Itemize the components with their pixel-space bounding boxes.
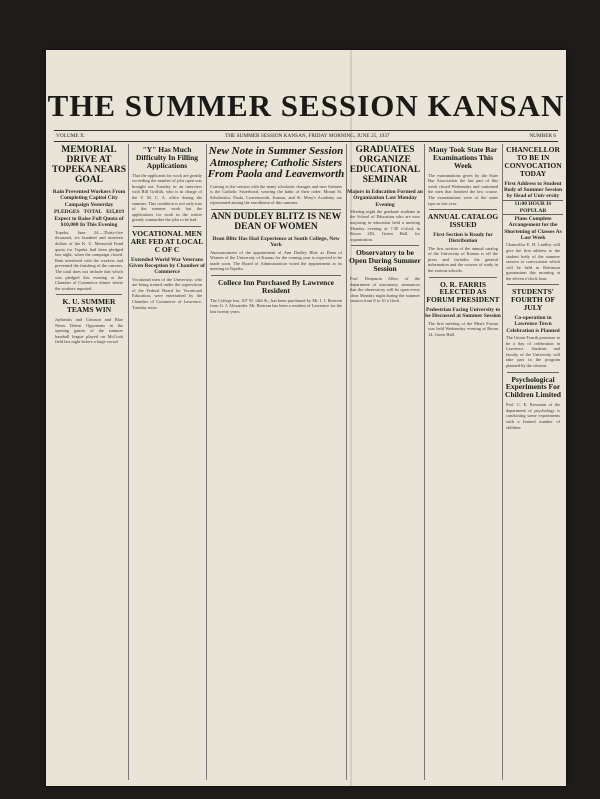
article-body-observatory: Prof. Benjamin Allen, of the department of astronomy, announces that the observatory will be open every clear Monday night during the summer session from 8 to 10 o'clock. [350,276,420,304]
subhead-rain: Rain Prevented Workers From Completing Capitol City Campaign Yesterday [52,188,126,208]
article-body-chancellor: Chancellor E. H. Lindley will give the first address to the student body of the summer session at convocation which will be held in Robinson gymnasium this morning at the eleven o'clock hour. [506,242,560,281]
article-body-forum: The first meeting of the Men's Forum was held Wednesday evening at Room 14, Green Hall. [428,320,498,337]
article-body-catalog: The first section of the annual catalog of the University of Kansas is off the press and includes the general information and the courses of study in the various schools. [428,245,498,273]
article-body-bar: The examinations given by the State Bar Association the last part of this week closed Wednesday and contained the men that finished the law course. The examinations were of the same type as last year. [428,172,498,206]
subhead-dean-blitz: Dean Blitz Has Had Experience at South College, New York [212,235,340,249]
headline-bar-exams: Many Took State Bar Examinations This Week [428,145,498,170]
headline-farris: O. R. FARRIS ELECTED AS FORUM PRESIDENT [426,279,500,305]
subhead-first-address: First Address to Student Body of Summer Session by Head of Univ ersity [503,180,563,200]
total-label: TOTAL [83,208,103,215]
headline-y-difficulty: "Y" Has Much Difficulty In Filling Applications [135,145,199,170]
pledges-label: PLEDGES [53,208,80,215]
volume-label: VOLUME X. [56,133,86,139]
subhead-celebration: Co-operation in Lawrence Town Celebration is Planned [506,315,560,334]
article-body-fourth: The Union Fourth promises to be a day of celebration in Lawrence. Students and faculty of the University will take part in the program planned by the citizens. [506,335,560,368]
headline-college-inn: Collece Inn Purchased By Lawrence Resident [218,277,334,295]
number-label: NUMBER 6 [529,133,556,139]
dateline [54,130,558,142]
article-body-dean: Announcement of the appointment of Ann Dudley Blitz as Dean of Women of the University of Kansas for the coming year is expected to be made soon. The Board of Administration voted the appointment at its meeting in Topeka. [210,249,342,272]
subhead-forum: Pedestrian Facing University to be Discussed at Summer Session [425,307,501,320]
total-value: $35,819 [106,208,125,215]
headline-graduates: GRADUATES ORGANIZE EDUCATIONAL SEMINAR [349,145,421,185]
column-2 [128,144,205,780]
headline-observatory: Observatory to be Open During Summer Session [349,248,421,274]
column-5 [424,144,501,780]
headline-chancellor: CHANCELLOR TO BE IN CONVOCATION TODAY [504,145,562,178]
subhead-plans: Plans Complete Arrangement for the Shortening of Classes As Last Week [504,216,562,241]
column-4 [346,144,423,780]
newspaper-page [46,50,566,786]
headline-psychological: Psychological Experiments For Children Limited [505,374,561,400]
subhead-quota: Expect to Raise Full Quota of $10,000 In This Evening [54,216,124,229]
headline-summer-teams: K. U. SUMMER TEAMS WIN [62,297,116,315]
column-1 [52,144,126,780]
headline-memorial-drive: MEMORIAL DRIVE AT TOPEKA NEARS GOAL [52,145,126,185]
column-6 [502,144,563,780]
article-body-graduates: Meeting night the graduate students in the School of Education who are now majoring in education held a meeting Monday evening at 7:30 o'clock in Room 203, Green Hall, for organization. [350,208,420,242]
article-body-vocational: Vocational men of the University, who are being trained under the supervision of the Federal Board for Vocational Education, were entertained by the Chamber of Commerce of Lawrence, Tuesday noon. [132,276,202,310]
article-body-memorial: Topeka, June 24.—Thirty-five thousand, six hundred and nineteen dollars of the K. U. Memorial Fund quota for Topeka had been pledged last night, when the campaign closed. Rain interfered with the workers and prevented the finishing of the canvass. The total does not include that which was pledged this evening at the Chamber of Commerce dinner where the workers reported. [55,229,123,291]
masthead-title: THE SUMMER SESSION KANSAN [47,88,565,123]
headline-new-note: New Note in Summer Session Atmosphere; Catholic Sisters From Paola and Leavenworth [207,145,345,181]
dateline-center: THE SUMMER SESSION KANSAN, FRIDAY MORNING, JUNE 25, 1937 [224,133,390,139]
article-body-y: That the applicants for work are greatly exceeding the number of jobs open was brought out Tuesday in an interview with Bill Griffith, who is in charge of the Y. M. C. A. office during the summer. This condition is not only true of the summer work but the applications for work in the winter greatly outnumber the jobs to be had. [132,172,202,223]
article-body-college-inn: The College Inn, 107 W. 14th St., has been purchased by Mr. I. J. Bertrem from G. J. Alexander. Mr. Bertrem has been a resident of Lawrence for the last twenty years. [210,297,342,314]
column-3 [206,144,345,780]
headline-dean-of-women: ANN DUDLEY BLITZ IS NEW DEAN OF WOMEN [210,212,342,232]
headline-fourth-of-july: STUDENTS' FOURTH OF JULY [510,287,556,313]
headline-catalog: ANNUAL CATALOG ISSUED [427,212,499,230]
subhead-catalog: First Section is Ready for Distribution [433,231,493,245]
subhead-veterans: Extended World War Veterans Given Reception by Chamber of Commerce [129,256,205,276]
article-body-psychological: Prof. C. E. Rossman of the department of psychology is conducting some experiments with a limited number of children. [506,402,560,430]
headline-vocational-men: VOCATIONAL MEN ARE FED AT LOCAL C OF C [130,228,204,254]
article-body-teams: Jayhawks and Crimson and Blue Nines Defeat Opponents in the opening games of the summer baseball league played on McCook field last night before a large crowd. [55,317,123,345]
article-body-sisters: Coming to the session with the many scholastic changes and new features is the Catholic Sisterhood, wearing the habit of their order. Mount St. Scholastica, Paola, Leavenworth, Kansas, and St. Mary's Academy are represented among the enrollment of this summer. [210,183,342,206]
subhead-majors: Majors in Education Formed an Organization Last Monday Evening [347,188,423,208]
time-label: 11:00 HOUR IS POPULAR [503,200,563,215]
pledges-line [52,209,126,215]
